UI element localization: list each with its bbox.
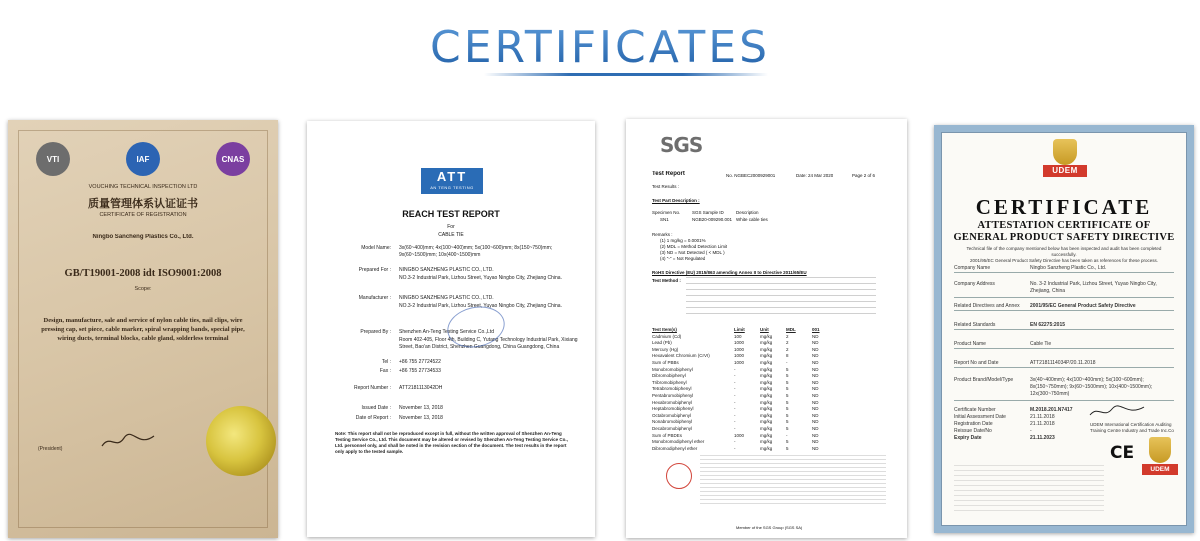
reach-row: Tel : +86 755 27724522 xyxy=(381,359,441,365)
iso-president: (President) xyxy=(38,446,63,452)
udem-badge-icon xyxy=(1142,437,1178,479)
sgs-results-label: Test Results : xyxy=(652,184,680,189)
table-row: Hexavalent Chromium (CrVI) 1000 mg/kg 8 ND xyxy=(652,353,819,359)
sgs-report-no: No. NGBEC2000929001 xyxy=(726,173,776,178)
table-row: Pentabromobiphenyl - mg/kg 5 ND xyxy=(652,392,819,398)
table-row: Tribromobiphenyl - mg/kg 5 ND xyxy=(652,379,819,385)
udem-intro: Technical file of the company mentioned below has been inspected and audit has been completed successfully. xyxy=(966,246,1162,257)
table-row: Monobromodiphenyl ether - mg/kg 5 ND xyxy=(652,439,819,445)
sgs-fineprint xyxy=(700,455,886,505)
sgs-spec-h0: Specimen No. xyxy=(652,210,681,215)
table-row: Mercury (Hg) 1000 mg/kg 2 ND xyxy=(652,346,819,352)
att-logo-icon xyxy=(421,168,483,194)
sgs-remark: Remarks : xyxy=(652,232,673,237)
reach-row: Report Number : ATT2181113042DH xyxy=(354,385,443,391)
sgs-remark: (3) ND = Not Detected ( < MDL ) xyxy=(660,250,725,255)
sgs-method-lines xyxy=(686,277,876,319)
udem-logo-icon xyxy=(1043,139,1087,181)
iso-logo-row xyxy=(36,142,250,176)
udem-sub2: GENERAL PRODUCT SAFETY DIRECTIVE xyxy=(953,232,1175,243)
udem-row: Related Directives and Annex 2001/95/EC General Product Safety Directive xyxy=(954,303,1174,311)
table-row: Dibromobiphenyl - mg/kg 5 ND xyxy=(652,373,819,379)
reach-row: Fax : +86 755 27734533 xyxy=(379,368,441,374)
sgs-report-label: Test Report xyxy=(652,171,685,177)
udem-signer: UDEM International Certification Auditing Training Centre Industry and Trade Inc.Co xyxy=(1090,422,1174,433)
sgs-test-method-label: Test Method : xyxy=(652,278,681,283)
reach-row: Model Name: 3x(60~400)mm; 4x(100~400)mm; 5x(100~600)mm; 8x(150~750)mm; 9x(60~1500)mm; 10x(400~1500)mm xyxy=(361,245,553,258)
udem-badge-crest-icon xyxy=(1149,437,1171,463)
reach-row: Room 402-405, Floor 4th, Building C, Yutang Technology Industrial Park, Xixiang Street, Bao'an District, Shenzhen Guangdong, China Guangdong, China xyxy=(399,337,578,350)
iso-issuer: VOUCHING TECHNICAL INSPECTION LTD xyxy=(88,184,198,190)
reach-certificate[interactable] xyxy=(307,121,595,537)
iaf-logo-icon: IAF xyxy=(126,142,160,176)
sgs-spec-r2: White cable ties xyxy=(736,217,768,222)
udem-intro2: 2001/95/EC General Product Safety Directive has been taken as references for these process. xyxy=(969,258,1159,263)
reach-row: Prepared By : Shenzhen An-Teng Testing Service Co.,Ltd xyxy=(360,329,494,335)
udem-row: Product Name Cable Tie xyxy=(954,341,1174,349)
udem-row: Certificate Number M.2018.201.N7417 xyxy=(954,407,1073,413)
reach-row: Prepared For : NINGBO SANZHENG PLASTIC CO., LTD. xyxy=(358,267,494,273)
udem-signature-icon xyxy=(1088,403,1148,421)
sgs-page: Page 2 of 6 xyxy=(852,173,876,178)
sgs-part-label: Test Part Description : xyxy=(652,198,700,203)
udem-row: Reissue Date/No - xyxy=(954,428,1032,434)
att-logo-sub: AN TENG TESTING xyxy=(430,185,474,190)
udem-fineprint xyxy=(954,465,1104,513)
udem-row: Product Brand/Model/Type 3x(40~400mm); 4x(100~400mm); 5x(100~600mm); 8x(150~750mm); 9x(60~1500mm); 10x(400~1500mm); 12x(300~750mm) xyxy=(954,377,1174,401)
table-row: Nonabromobiphenyl - mg/kg 5 ND xyxy=(652,419,819,425)
reach-for-label: For xyxy=(447,224,455,230)
udem-row: Company Address No. 3-2 Industrial Park, Lizhou Street, Yuyao Ningbo City, Zhejiang, China xyxy=(954,281,1174,298)
udem-certificate[interactable] xyxy=(934,125,1194,533)
table-row: Tetrabromobiphenyl - mg/kg 5 ND xyxy=(652,386,819,392)
udem-logo-text: UDEM xyxy=(1043,165,1087,177)
sgs-remark: (2) MDL = Method Detection Limit xyxy=(660,244,728,249)
page-heading: CERTIFICATES xyxy=(0,22,1200,73)
table-row: Cadmium (Cd) 100 mg/kg 2 ND xyxy=(652,333,819,339)
sgs-footer: Member of the SGS Group (SGS SA) xyxy=(736,525,803,530)
vti-logo-icon: VTI xyxy=(36,142,70,176)
udem-badge-text: UDEM xyxy=(1142,464,1178,475)
reach-row: Manufacturer : NINGBO SANZHENG PLASTIC CO., LTD. xyxy=(358,295,494,301)
sgs-spec-r0: SN1 xyxy=(660,217,669,222)
table-row: Octabromobiphenyl - mg/kg 5 ND xyxy=(652,412,819,418)
table-row: Heptabromobiphenyl - mg/kg 5 ND xyxy=(652,406,819,412)
sgs-spec-h1: SGS Sample ID xyxy=(692,210,724,215)
iso-signature-icon xyxy=(98,430,158,452)
iso-company: Ningbo Sancheng Plastics Co., Ltd. xyxy=(92,234,194,240)
cnas-logo-icon: CNAS xyxy=(216,142,250,176)
heading-underline xyxy=(484,73,768,76)
sgs-logo-icon: SGS xyxy=(660,133,703,157)
reach-footer-note: Note: This report shall not be reproduced except in full, without the written approval of Shenzhen An-Teng Testing Service Co., Ltd. This document may be altered or revised by Shenzhen An-Teng Testing Service Co., Ltd. personnel only, and shall be noted in the revision section of the document. The test results in the report only apply to the tested sample. xyxy=(335,431,568,454)
table-header-row: Test Item(s) Limit Unit MDL 001 xyxy=(652,327,820,332)
sgs-spec-h2: Description xyxy=(736,210,759,215)
iso-title-cn: 质量管理体系认证证书 xyxy=(88,197,198,210)
table-row: Sum of PBDEs 1000 mg/kg - ND xyxy=(652,432,819,438)
reach-product: CABLE TIE xyxy=(438,232,464,238)
table-row: Dibromodiphenyl ether - mg/kg 5 ND xyxy=(652,445,819,451)
att-logo-main: ATT xyxy=(436,169,468,184)
udem-crest-icon xyxy=(1053,139,1077,165)
table-row: Decabromobiphenyl - mg/kg 5 ND xyxy=(652,425,819,431)
table-row: Lead (Pb) 1000 mg/kg 2 ND xyxy=(652,340,819,346)
sgs-date: Date: 24 Mar 2020 xyxy=(796,173,834,178)
udem-row: Registration Date 21.11.2018 xyxy=(954,421,1055,427)
table-row: Monobromobiphenyl - mg/kg 5 ND xyxy=(652,366,819,372)
sgs-results-table xyxy=(652,327,838,452)
udem-row: Company Name Ningbo Sanzheng Plastic Co., Ltd. xyxy=(954,265,1174,273)
udem-row: Expiry Date 21.11.2023 xyxy=(954,435,1055,441)
reach-row: Date of Report : November 13, 2018 xyxy=(355,415,443,421)
udem-title: CERTIFICATE xyxy=(975,195,1153,219)
iso-scope-label: Scope: xyxy=(134,286,152,292)
udem-row: Initial Assessment Date 21.11.2018 xyxy=(954,414,1055,420)
reach-title: REACH TEST REPORT xyxy=(402,209,500,219)
iso-standard: GB/T19001-2008 idt ISO9001:2008 xyxy=(64,268,222,279)
iso-title-en: CERTIFICATE OF REGISTRATION xyxy=(99,212,187,218)
sgs-remark: (1) 1 mg/kg = 0.0001% xyxy=(660,238,706,243)
sgs-rohs-title: RoHS Directive (EU) 2015/863 amending Annex II to Directive 2011/65/EU xyxy=(652,270,807,275)
reach-row: NO.3-2 Industrial Park, Lizhou Street, Yuyao Ningbo City, Zhejiang China. xyxy=(399,275,562,281)
sgs-spec-r1: NGB20-009290.001 xyxy=(692,217,733,222)
sgs-stamp-icon xyxy=(666,463,692,489)
iso-certificate[interactable] xyxy=(8,120,278,538)
table-row: Hexabromobiphenyl - mg/kg 5 ND xyxy=(652,399,819,405)
udem-row: Related Standards EN 62275:2015 xyxy=(954,322,1174,330)
sgs-remark: (4) "-" = Not Regulated xyxy=(660,256,706,261)
reach-row: Issued Date : November 13, 2018 xyxy=(361,405,443,411)
iso-scope-text: Design, manufacture, sale and service of nylon cable ties, nail clips, wire pressing cap, set piece, cable marker, spiral wrapping bands, special pipe, wiring ducts, terminal blocks, cable gland, solderless terminal xyxy=(41,317,245,342)
udem-sub1: ATTESTATION CERTIFICATE OF xyxy=(977,220,1151,231)
gold-seal-icon xyxy=(206,406,276,476)
sgs-report[interactable] xyxy=(626,119,907,538)
udem-row: Report No and Date ATT2181114034P/20.11.2018 xyxy=(954,360,1174,368)
ce-mark-icon: CE xyxy=(1110,443,1135,463)
table-row: Sum of PBBs 1000 mg/kg - ND xyxy=(652,359,819,365)
reach-row: NO.3-2 Industrial Park, Lizhou Street, Yuyao Ningbo City, Zhejiang China. xyxy=(399,303,562,309)
